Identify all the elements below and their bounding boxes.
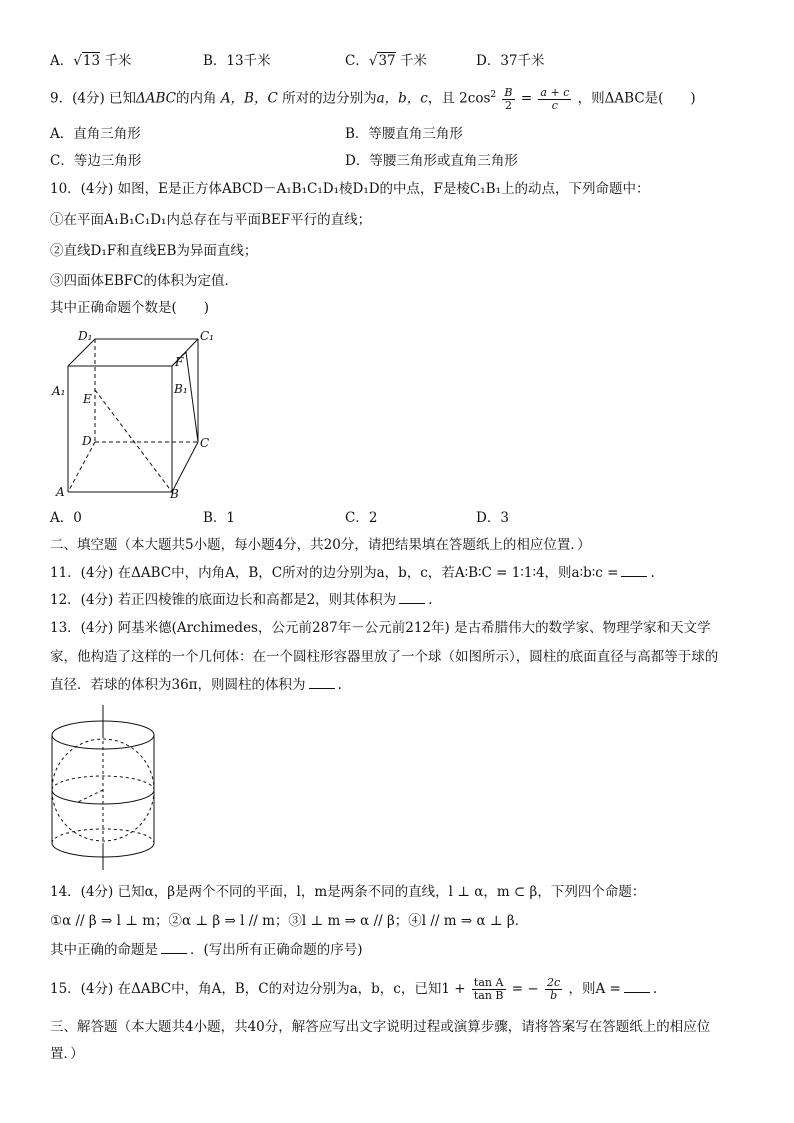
q15-end: . — [652, 981, 658, 997]
q15-answer-blank[interactable] — [624, 980, 650, 993]
q13-answer-blank[interactable] — [309, 676, 335, 689]
q15 — [50, 977, 657, 1002]
q14-ask-end: ．(写出所有正确命题的序号) — [190, 942, 363, 958]
q9-frac2-num: a + c — [540, 85, 570, 99]
section-2-heading: 二、填空题（本大题共5小题，每小题4分，共20分，请把结果填在答题纸上的相应位置．） — [50, 537, 591, 553]
q15-frac2-num: 2c — [547, 976, 561, 989]
q9-frac1 — [502, 87, 514, 112]
q9-option-c: C．等边三角形 — [50, 153, 142, 169]
q9-option-a: A．直角三角形 — [50, 126, 141, 142]
q14-ask — [50, 941, 363, 959]
q9-coef: 2cos — [459, 90, 491, 107]
q10-option-c: C．2 — [345, 510, 378, 526]
cube-figure — [50, 326, 230, 504]
line-fc — [186, 352, 198, 442]
q15-text: 15．(4分) 在ΔABC中，角A，B，C的对边分别为a，b，c，已知1 + — [50, 981, 466, 997]
q13-end: . — [337, 677, 342, 693]
q8-option-a: A．√13 千米 — [50, 53, 132, 69]
label-d: D — [82, 434, 92, 448]
q8-option-c: C．√37 千米 — [345, 53, 427, 69]
q9-mid2: 所对的边分别为 — [282, 90, 377, 107]
q9-frac1-num: B — [504, 85, 513, 99]
q10-option-a: A．0 — [50, 510, 82, 526]
q8-a-sqrt: 13 — [82, 53, 101, 69]
cube-edge-da-hidden — [68, 442, 95, 492]
q13-line-3 — [50, 676, 342, 694]
section-3-heading-line-2: 置．） — [50, 1046, 84, 1062]
q12-answer-blank[interactable] — [399, 591, 425, 604]
cube-edge-cb — [172, 442, 198, 492]
q8-c-sqrt: 37 — [378, 53, 396, 69]
q15-frac2 — [545, 977, 562, 1002]
label-a: A — [56, 485, 65, 499]
q14-propositions: ①α // β ⇒ l ⊥ m；②α ⊥ β ⇒ l // m；③l ⊥ m ⇒ α // β；④l // m ⇒ α ⊥ β． — [50, 913, 529, 929]
q13-text: 直径．若球的体积为36π，则圆柱的体积为 — [50, 677, 306, 693]
q15-frac2-den: b — [550, 989, 558, 1002]
label-c1: C₁ — [200, 329, 214, 343]
cylinder-sphere-figure — [48, 705, 166, 870]
label-d1: D₁ — [78, 329, 93, 343]
q8-option-d: D．37千米 — [476, 53, 545, 69]
q10-ask: 其中正确命题个数是( ) — [50, 300, 210, 316]
q9-frac2-den: c — [551, 98, 558, 112]
q9-mid3: ，且 — [427, 90, 455, 107]
section-3-heading-line-1: 三、解答题（本大题共4小题，共40分，解答应写出文字说明过程或演算步骤，请将答案写在答题纸上的相应位 — [50, 1019, 711, 1035]
q8-c-unit: 千米 — [399, 53, 427, 69]
q9-vars: A，B，C — [220, 90, 278, 107]
q14-answer-blank[interactable] — [161, 941, 187, 954]
q14-stem: 14．(4分) 已知α，β是两个不同的平面，l，m是两条不同的直线，l ⊥ α，m ⊂ β，下列四个命题： — [50, 884, 646, 900]
sphere-radius — [78, 790, 103, 802]
q9-frac1-den: 2 — [504, 98, 512, 112]
q15-mid: = − — [511, 981, 539, 997]
q8-c-prefix: C． — [345, 53, 369, 69]
q11-text: 11．(4分) 在ΔABC中，内角A，B，C所对的边分别为a，b，c，若A∶B∶C = 1∶1∶4，则a∶b∶c = — [50, 565, 619, 581]
q10-proposition-3: ③四面体EBFC的体积为定值． — [50, 273, 238, 289]
q15-frac1 — [472, 977, 506, 1002]
q15-tail: ，则A = — [568, 981, 621, 997]
q11-answer-blank[interactable] — [621, 564, 647, 577]
q9-frac2 — [538, 87, 571, 112]
q9-mid1: 的内角 — [176, 90, 217, 107]
q10-proposition-1: ①在平面A₁B₁C₁D₁内总存在与平面BEF平行的直线； — [50, 212, 372, 228]
q15-frac1-num: tan A — [472, 977, 506, 990]
q14-ask-text: 其中正确的命题是 — [50, 942, 158, 958]
q9-prefix: 9．(4分) 已知 — [50, 90, 137, 107]
q9-tri: ΔABC — [136, 90, 177, 107]
q11-end: . — [650, 565, 655, 581]
q13-line-2: 家，他构造了这样的一个几何体：在一个圆柱形容器里放了一个球（如图所示），圆柱的底面直径与高都等于球的 — [50, 649, 719, 665]
q10-option-b: B．1 — [203, 510, 236, 526]
label-b1: B₁ — [174, 382, 188, 396]
q8-a-unit: 千米 — [104, 53, 132, 69]
q9-stem — [50, 86, 696, 112]
cube-edge-a1d1 — [68, 339, 95, 366]
q12 — [50, 591, 432, 609]
q12-end: . — [428, 592, 433, 608]
q8-a-prefix: A． — [50, 53, 74, 69]
q9-tail: ，则ΔABC是( ) — [577, 90, 696, 107]
q10-stem: 10．(4分) 如图，E是正方体ABCD－A₁B₁C₁D₁棱D₁D的中点，F是棱C₁B₁上的动点，下列命题中： — [50, 181, 650, 197]
q13-line-1: 13．(4分) 阿基米德(Archimedes，公元前287年－公元前212年) 是古希腊伟大的数学家、物理学家和天文学 — [50, 620, 711, 636]
q11 — [50, 564, 655, 582]
line-eb-hidden — [95, 390, 172, 492]
label-f: F — [175, 355, 184, 369]
label-e: E — [83, 392, 92, 406]
q10-proposition-2: ②直线D₁F和直线EB为异面直线； — [50, 243, 258, 259]
q12-text: 12．(4分) 若正四棱锥的底面边长和高都是2，则其体积为 — [50, 592, 397, 608]
q9-exp: 2 — [490, 90, 497, 100]
label-a1: A₁ — [52, 384, 66, 398]
q9-eq: = — [520, 90, 533, 107]
q9-sides: a，b，c — [376, 90, 428, 107]
q9-option-b: B．等腰直角三角形 — [345, 126, 463, 142]
label-b: B — [170, 487, 179, 501]
q9-option-d: D．等腰三角形或直角三角形 — [345, 153, 518, 169]
q8-option-b: B．13千米 — [203, 53, 271, 69]
q10-option-d: D．3 — [476, 510, 509, 526]
label-c: C — [200, 436, 210, 450]
q15-frac1-den: tan B — [473, 989, 504, 1002]
